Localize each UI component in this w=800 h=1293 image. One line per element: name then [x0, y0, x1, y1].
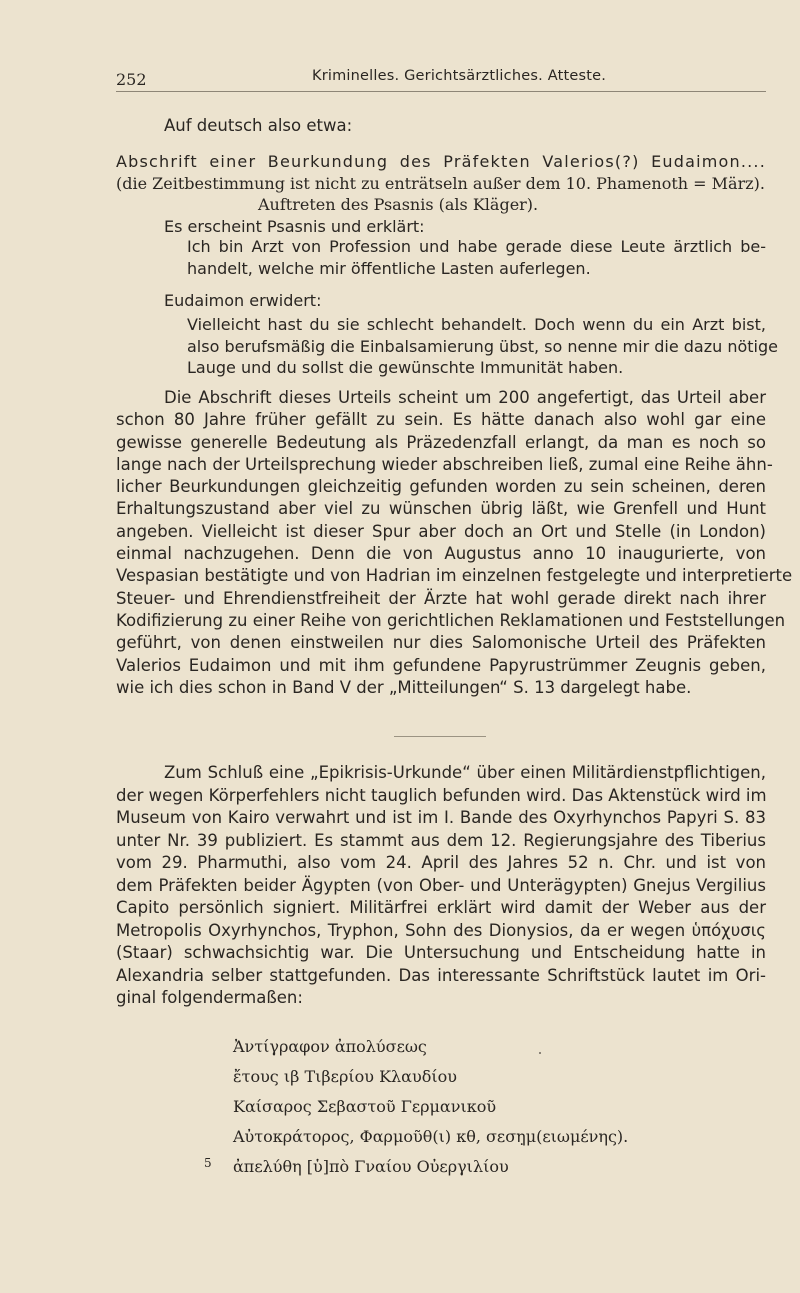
text-line: angeben. Vielleicht ist dieser Spur aber doch an Ort und Stelle (in London)	[116, 521, 766, 541]
text-line: Lauge und du sollst die gewünschte Immunität haben.	[187, 358, 624, 377]
text-line: Steuer- und Ehrendienstfreiheit der Ärzte hat wohl gerade direkt nach ihrer	[116, 588, 766, 608]
text-line: ginal folgendermaßen:	[116, 988, 303, 1007]
text-line: unter Nr. 39 publiziert. Es stammt aus dem 12. Regierungsjahre des Tiberius	[116, 830, 766, 850]
text-line: wie ich dies schon in Band V der „Mitteilungen“ S. 13 dargelegt habe.	[116, 677, 692, 697]
text-line: handelt, welche mir öffentliche Lasten auferlegen.	[187, 258, 591, 278]
text-line: Abschrift einer Beurkundung des Präfekten Valerios(?) Eudaimon....	[116, 152, 766, 171]
text-line: Vespasian bestätigte und von Hadrian im einzelnen festgelegte und interpretierte	[116, 566, 793, 586]
greek-line: ἔτους ιβ Τιβερίου Κλαυδίου	[233, 1067, 457, 1086]
text-line: vom 29. Pharmuthi, also vom 24. April des Jahres 52 n. Chr. und ist von	[116, 853, 766, 872]
greek-line: ἀπελύθη [ὑ]πὸ Γναίου Οὐεργιλίου	[233, 1157, 509, 1176]
translation-intro: Auf deutsch also etwa:	[164, 116, 353, 135]
text-line: einmal nachzugehen. Denn die von Augustus anno 10 inaugurierte, von	[116, 544, 766, 564]
text-line: lange nach der Urteilsprechung wieder abschreiben ließ, zumal eine Reihe ähn-	[116, 454, 773, 474]
greek-transcription	[233, 1036, 628, 1178]
abschrift-note	[116, 173, 766, 195]
text-line: Ich bin Arzt von Profession und habe gerade diese Leute ärztlich be-	[187, 237, 766, 256]
text-line: Capito persönlich signiert. Militärfrei erklärt wird damit der Weber aus der	[116, 898, 766, 917]
psasnis-speech	[187, 236, 766, 279]
page-header	[116, 66, 766, 90]
text-line: Erhaltungszustand aber viel zu wünschen übrig läßt, wie Grenfell und Hunt	[116, 499, 766, 519]
paragraph-epikrisis	[116, 762, 766, 1010]
greek-line: Καίσαρος Σεβαστοῦ Γερμανικοῦ	[233, 1097, 497, 1116]
text-line: Metropolis Oxyrhynchos, Tryphon, Sohn des Dionysios, da er wegen ὑπόχυσις	[116, 920, 766, 940]
text-line: gewisse generelle Bedeutung als Präzedenzfall erlangt, da man es noch so	[116, 432, 766, 452]
text-line: Museum von Kairo verwahrt und ist im I. Bande des Oxyrhynchos Papyri S. 83	[116, 808, 766, 827]
text-line: licher Beurkundungen gleichzeitig gefunden worden zu sein scheinen, deren	[116, 477, 766, 497]
eudaimon-intro: Eudaimon erwidert:	[164, 291, 322, 310]
text-line: Kodifizierung zu einer Reihe von gerichtlichen Reklamationen und Feststellungen	[116, 610, 786, 630]
text-line: (die Zeitbestimmung ist nicht zu enträtseln außer dem 10. Phamenoth = März).	[116, 174, 765, 193]
greek-line: Ἀντίγραφον ἀπολύσεως	[233, 1037, 427, 1056]
text-line: der wegen Körperfehlers nicht tauglich befunden wird. Das Aktenstück wird im	[116, 785, 767, 805]
text-line: Zum Schluß eine „Epikrisis-Urkunde“ über einen Militärdienstpflichtigen,	[164, 763, 766, 782]
text-line: Valerios Eudaimon und mit ihm gefundene Papyrustrümmer Zeugnis geben,	[116, 655, 766, 675]
text-line: dem Präfekten beider Ägypten (von Ober- und Unterägypten) Gnejus Vergilius	[116, 875, 766, 895]
text-line: (Staar) schwachsichtig war. Die Untersuchung und Entscheidung hatte in	[116, 943, 766, 962]
text-line: schon 80 Jahre früher gefällt zu sein. Es hätte danach also wohl gar eine	[116, 410, 766, 430]
erscheint-line: Es erscheint Psasnis und erklärt:	[164, 217, 425, 236]
text-line: also berufsmäßig die Einbalsamierung übst, so nenne mir die dazu nötige	[187, 336, 778, 356]
header-rule	[116, 91, 766, 92]
text-line: Die Abschrift dieses Urteils scheint um 200 angefertigt, das Urteil aber	[164, 388, 766, 407]
text-line: geführt, von denen einstweilen nur dies Salomonische Urteil des Präfekten	[116, 633, 766, 653]
page-number: 252	[116, 70, 147, 89]
section-divider	[394, 736, 486, 737]
auftreten-line: Auftreten des Psasnis (als Kläger).	[258, 195, 539, 214]
greek-line: Αὐτοκράτορος, Φαρμοῦθ(ι) κθ, σεση̣μ(ειωμένης).	[233, 1127, 629, 1146]
eudaimon-speech	[187, 314, 778, 379]
text-line: Vielleicht hast du sie schlecht behandelt. Doch wenn du ein Arzt bist,	[187, 315, 766, 334]
line-number: 5	[204, 1156, 212, 1170]
paragraph-commentary	[116, 387, 793, 699]
text-line: Alexandria selber stattgefunden. Das interessante Schriftstück lautet im Ori-	[116, 965, 766, 985]
abschrift-heading	[116, 151, 766, 173]
running-head: Kriminelles. Gerichtsärztliches. Atteste.	[312, 68, 607, 84]
margin-dot	[539, 1052, 541, 1054]
